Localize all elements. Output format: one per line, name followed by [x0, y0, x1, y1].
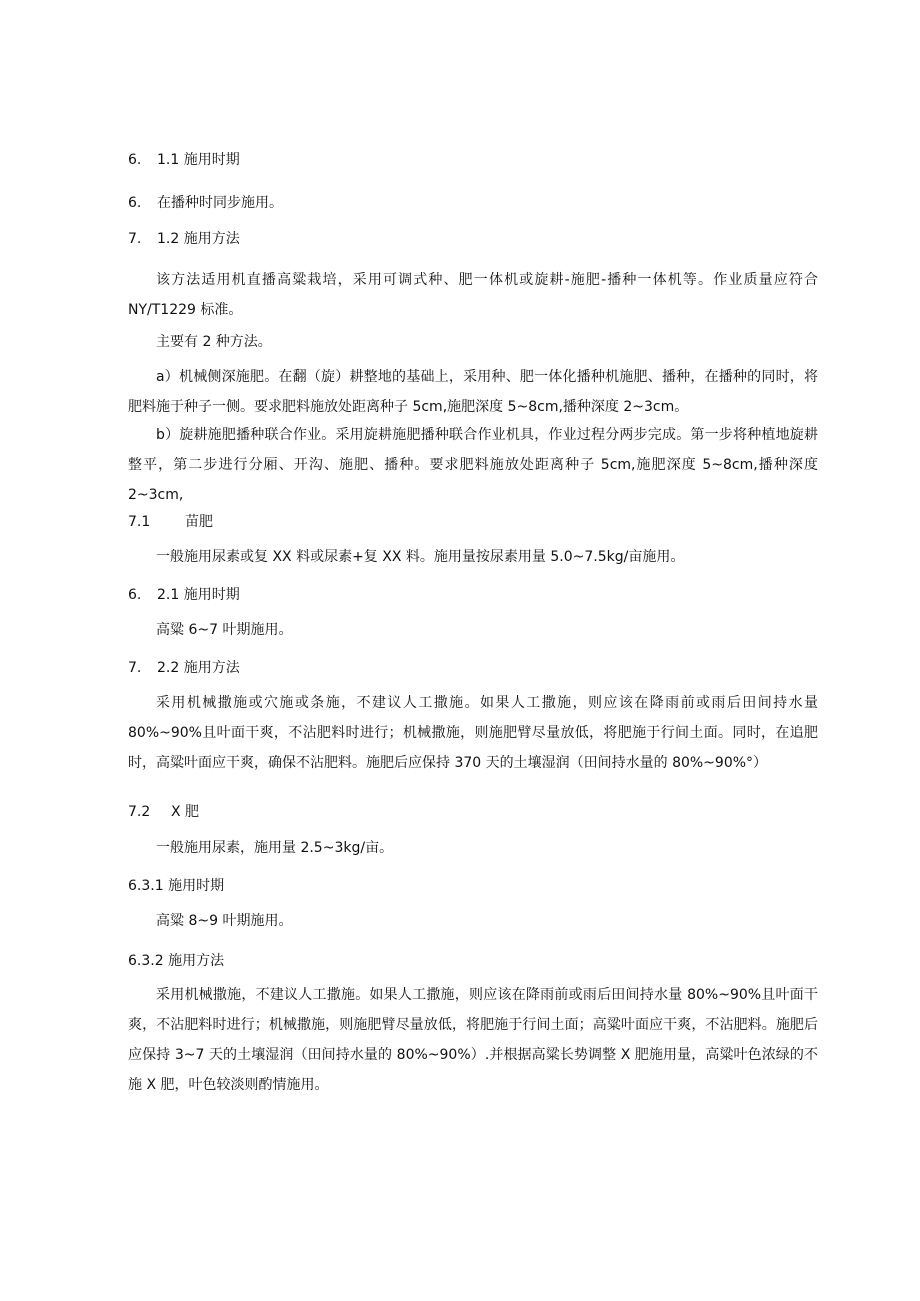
heading-title: 6.3.1 施用时期 — [128, 878, 225, 894]
section-heading-sync-apply — [128, 193, 818, 213]
paragraph-method-a: a）机械侧深施肥。在翻（旋）耕整地的基础上，采用种、肥一体化播种机施肥、播种，在播种的同时，将肥料施于种子一侧。要求肥料施放处距离种子 5cm,施肥深度 5~8cm,播种深度 2~3cm。 — [128, 369, 818, 415]
paragraph-seedling-method: 采用机械撒施或穴施或条施，不建议人工撒施。如果人工撒施，则应该在降雨前或雨后田间持水量 80%~90%且叶面干爽，不沾肥料时进行；机械撒施，则施肥臂尽量放低，将肥施于行间土面。同时，在追肥时，高粱叶面应干爽，确保不沾肥料。施肥后应保持 370 天的土壤湿润（田间持水量的 80%~90%°） — [128, 695, 818, 771]
heading-title: 2.1 施用时期 — [157, 587, 240, 603]
section-heading-6-1-1 — [128, 150, 818, 170]
section-heading-7-1-2 — [128, 229, 818, 249]
heading-title: 2.2 施用方法 — [157, 660, 240, 676]
paragraph-method-b: b）旋耕施肥播种联合作业。采用旋耕施肥播种联合作业机具，作业过程分两步完成。第一步将种植地旋耕整平，第二步进行分厢、开沟、施肥、播种。要求肥料施放处距离种子 5cm,施肥深度 5~8cm,播种深度 2~3cm, — [128, 427, 818, 503]
heading-title: 苗肥 — [185, 514, 213, 530]
section-heading-7-2-2 — [128, 658, 818, 678]
section-heading-6-2-1 — [128, 585, 818, 605]
paragraph-two-methods: 主要有 2 种方法。 — [156, 334, 272, 350]
paragraph-seedling-timing: 高粱 6~7 叶期施用。 — [156, 622, 293, 638]
paragraph-seedling-fertilizer: 一般施用尿素或复 XX 料或尿素+复 XX 料。施用量按尿素用量 5.0~7.5kg/亩施用。 — [156, 549, 685, 565]
paragraph-x-method: 采用机械撒施，不建议人工撒施。如果人工撒施，则应该在降雨前或雨后田间持水量 80%~90%且叶面干爽，不沾肥料时进行；机械撒施，则施肥臂尽量放低，将肥施于行间土面；高粱叶面应干爽，不沾肥料。施肥后应保持 3~7 天的土壤湿润（田间持水量的 80%~90%）.并根据高粱长势调整 X 肥施用量，高粱叶色浓绿的不施 X 肥，叶色较淡则酌情施用。 — [128, 987, 818, 1093]
section-heading-7-2 — [128, 802, 818, 822]
heading-number: 6. — [128, 195, 142, 211]
section-heading-6-3-2 — [128, 951, 818, 971]
heading-number: 6. — [128, 587, 142, 603]
heading-title: 1.2 施用方法 — [157, 231, 240, 247]
heading-number: 7.2 — [128, 804, 151, 820]
section-heading-7-1 — [128, 512, 818, 532]
heading-title: 在播种时同步施用。 — [157, 195, 283, 211]
heading-title: 1.1 施用时期 — [157, 152, 240, 168]
heading-number: 7.1 — [128, 514, 151, 530]
heading-number: 6. — [128, 152, 142, 168]
section-heading-6-3-1 — [128, 876, 818, 896]
heading-title: X 肥 — [171, 804, 200, 820]
heading-number: 7. — [128, 660, 142, 676]
paragraph-method-intro: 该方法适用机直播高粱栽培，采用可调式种、肥一体机或旋耕-施肥-播种一体机等。作业质量应符合 NY/T1229 标准。 — [128, 272, 818, 318]
heading-title: 6.3.2 施用方法 — [128, 953, 225, 969]
paragraph-x-timing: 高粱 8~9 叶期施用。 — [156, 913, 293, 929]
paragraph-x-fertilizer: 一般施用尿素，施用量 2.5~3kg/亩。 — [156, 840, 394, 856]
heading-number: 7. — [128, 231, 142, 247]
